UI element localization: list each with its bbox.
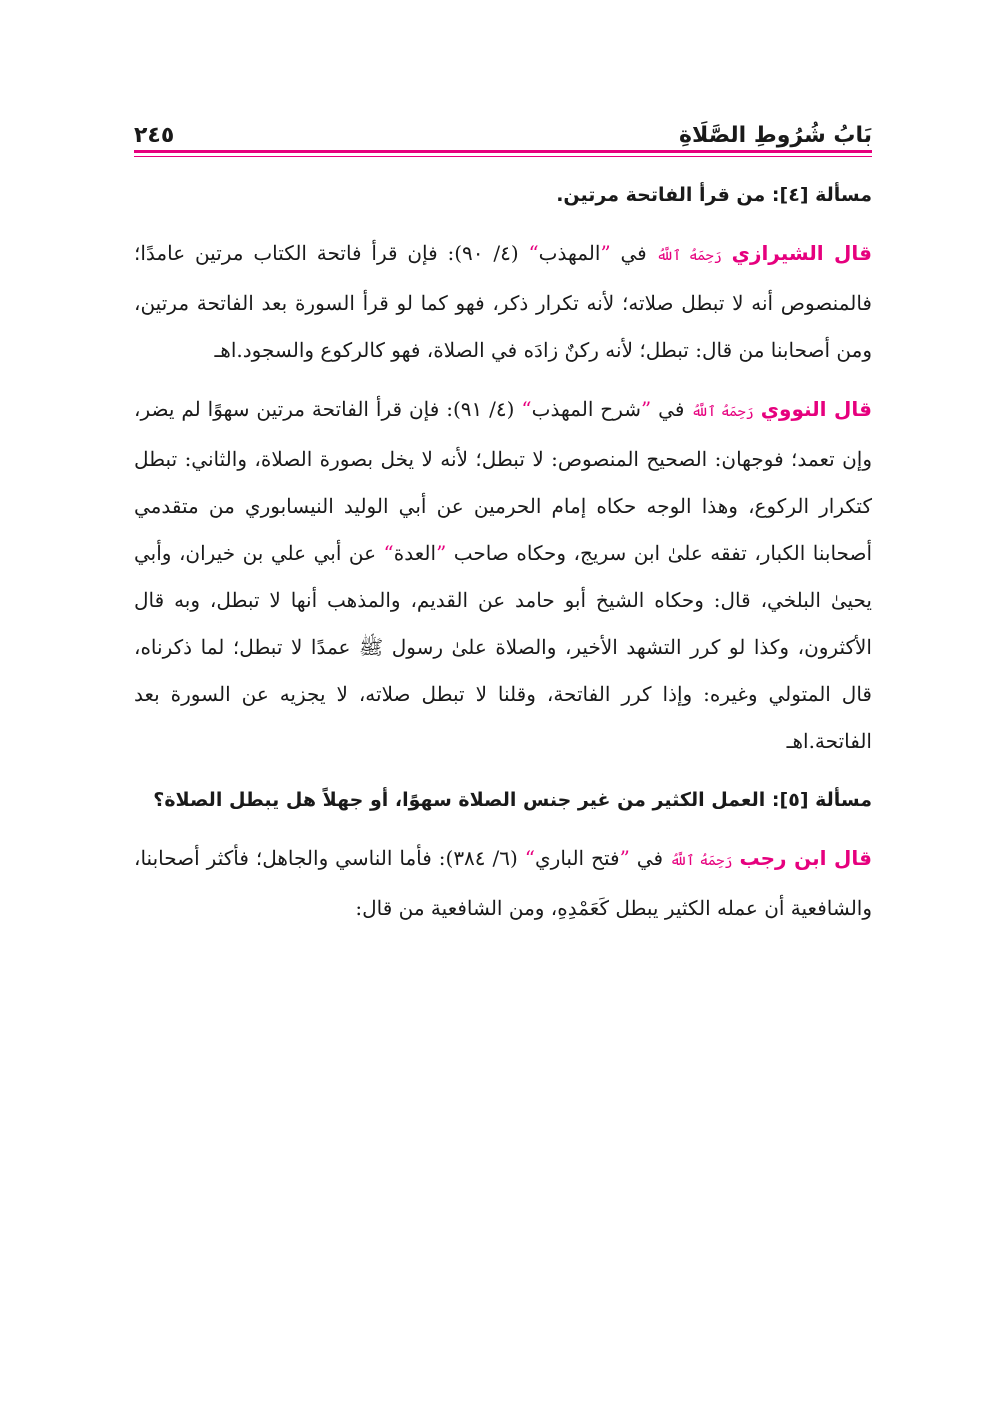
page-body	[134, 172, 872, 944]
issue-label: مسألة [٤]:	[771, 184, 872, 206]
quote-nawawi: قال النووي رَحِمَهُ ٱللَّهُ في ”شرح المهذب“ (٤/ ٩١): فإن قرأ الفاتحة مرتين سهوًا لم يضر، وإن تعمد؛ فوجهان: الصحيح المنصوص: لا تبطل؛ لأنه لا يخل بصورة الصلاة، والثاني: تبطل كتكرار الركوع، وهذا الوجه حكاه إمام الحرمين عن أبي الوليد النيسابوري من متقدمي أصحابنا الكبار، تفقه علىٰ ابن سريج، وحكاه صاحب ”العدة“ عن أبي علي بن خيران، وأبي يحيىٰ البلخي، قال: وحكاه الشيخ أبو حامد عن القديم، والمذهب أنها لا تبطل، وبه قال الأكثرون، وكذا لو كرر التشهد الأخير، والصلاة علىٰ رسول ﷺ عمدًا لا تبطل؛ لما ذكرناه، قال المتولي وغيره: وإذا كرر الفاتحة، وقلنا لا تبطل صلاته، لا يجزيه عن السورة بعد الفاتحة.اهـ	[134, 397, 872, 753]
pre-source: في	[636, 846, 664, 870]
source-title: شرح المهذب	[531, 397, 642, 421]
honorific: رَحِمَهُ ٱللَّهُ	[669, 853, 733, 869]
pre-source: في	[620, 241, 647, 265]
header-rule-thin	[134, 156, 872, 157]
pre-source: في	[658, 397, 685, 421]
source-title: فتح الباري	[535, 846, 620, 870]
source-title: العدة	[393, 541, 437, 565]
speaker-name: قال النووي	[760, 397, 872, 421]
quote-text: (٤/ ٩١): فإن قرأ الفاتحة مرتين سهوًا لم يضر، وإن تعمد؛ فوجهان: الصحيح المنصوص: لا تبطل؛ لأنه لا يخل بصورة الصلاة، والثاني: تبطل كتكرار الركوع، وهذا الوجه حكاه إمام الحرمين عن أبي الوليد النيسابوري من متقدمي أصحابنا الكبار، تفقه علىٰ ابن سريج، وحكاه صاحب	[134, 397, 872, 565]
source-title: المهذب	[538, 241, 601, 265]
chapter-title: بَابُ شُرُوطِ الصَّلَاةِ	[679, 123, 872, 148]
issue-4-heading	[134, 172, 872, 218]
header-rule-thick	[134, 150, 872, 153]
quote-text: (٤/ ٩٠): فإن قرأ فاتحة الكتاب مرتين عامدًا؛ فالمنصوص أنه لا تبطل صلاته؛ لأنه تكرار ذكر، فهو كما لو قرأ السورة بعد الفاتحة مرتين، ومن أصحابنا من قال: تبطل؛ لأنه ركنٌ زادَه في الصلاة، فهو كالركوع والسجود.اهـ	[134, 241, 872, 362]
page-header	[134, 108, 872, 148]
honorific: رَحِمَهُ ٱللَّهُ	[691, 404, 754, 420]
quote-text: عمدًا لا تبطل؛ لما ذكرناه، قال المتولي وغيره: وإذا كرر الفاتحة، وقلنا لا تبطل صلاته، لا يجزيه عن السورة بعد الفاتحة.اهـ	[134, 635, 872, 753]
quote-text: عن أبي علي بن خيران، وأبي يحيىٰ البلخي، قال: وحكاه الشيخ أبو حامد عن القديم، والمذهب أنها لا تبطل، وبه قال الأكثرون، وكذا لو كرر التشهد الأخير، والصلاة علىٰ رسول	[134, 541, 872, 659]
page-number: ٢٤٥	[134, 123, 175, 148]
quote-ibn-rajab: قال ابن رجب رَحِمَهُ ٱللَّهُ في ”فتح الباري“ (٦/ ٣٨٤): فأما الناسي والجاهل؛ فأكثر أصحابنا، والشافعية أن عمله الكثير يبطل كَعَمْدِهِ، ومن الشافعية من قال:	[134, 846, 872, 920]
quote-shirazi: قال الشيرازي رَحِمَهُ ٱللَّهُ في ”المهذب“ (٤/ ٩٠): فإن قرأ فاتحة الكتاب مرتين عامدًا؛ فالمنصوص أنه لا تبطل صلاته؛ لأنه تكرار ذكر، فهو كما لو قرأ السورة بعد الفاتحة مرتين، ومن أصحابنا من قال: تبطل؛ لأنه ركنٌ زادَه في الصلاة، فهو كالركوع والسجود.اهـ	[134, 241, 872, 362]
issue-5-heading	[134, 777, 872, 823]
salawat-glyph: ﷺ	[359, 635, 384, 659]
speaker-name: قال الشيرازي	[731, 241, 872, 265]
quote-text: (٦/ ٣٨٤): فأما الناسي والجاهل؛ فأكثر أصحابنا، والشافعية أن عمله الكثير يبطل كَعَمْدِهِ، ومن الشافعية من قال:	[134, 846, 872, 920]
issue-title: العمل الكثير من غير جنس الصلاة سهوًا، أو جهلاً هل يبطل الصلاة؟	[153, 789, 766, 811]
issue-title: من قرأ الفاتحة مرتين.	[556, 184, 766, 206]
honorific: رَحِمَهُ ٱللَّهُ	[656, 248, 722, 264]
issue-label: مسألة [٥]:	[771, 789, 872, 811]
speaker-name: قال ابن رجب	[739, 846, 872, 870]
